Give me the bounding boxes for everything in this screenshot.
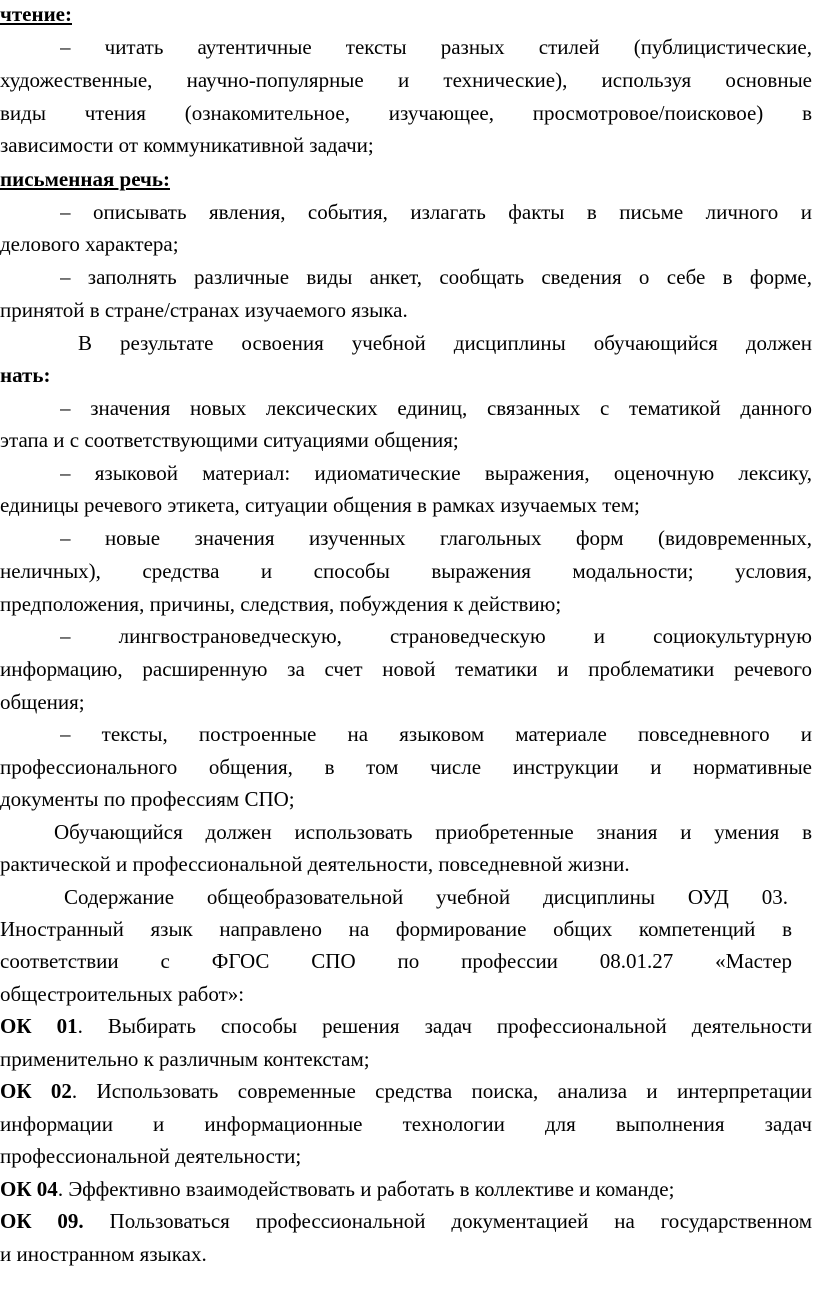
writing-line-1: – описывать явления, события, излагать факты в письме личного и (60, 200, 812, 224)
ok09-line-1 (0, 1208, 812, 1234)
know-line-8: – лингвострановедческую, страноведческую и социокультурную (60, 624, 812, 648)
ok01-line-1 (0, 1013, 812, 1039)
ok02-line-3: профессиональной деятельности; (0, 1144, 302, 1168)
content-line-3: соответствии с ФГОС СПО по профессии 08.01.27 «Мастер (0, 949, 792, 973)
ok09-text: Пользоваться профессиональной документацией на государственном (83, 1209, 812, 1233)
ok01-line-2: применительно к различным контекстам; (0, 1047, 370, 1071)
writing-line-2: делового характера; (0, 232, 179, 256)
know-line-7: предположения, причины, следствия, побуждения к действию; (0, 592, 562, 616)
ok02-line-2: информации и информационные технологии для выполнения задач (0, 1112, 812, 1136)
know-line-1: – значения новых лексических единиц, связанных с тематикой данного (60, 396, 812, 420)
know-line-3: – языковой материал: идиоматические выражения, оценочную лексику, (60, 461, 812, 485)
know-line-9: информацию, расширенную за счет новой тематики и проблематики речевого (0, 657, 812, 681)
ok01-code: ОК 01 (0, 1014, 78, 1038)
content-line-1: Содержание общеобразовательной учебной дисциплины ОУД 03. (64, 885, 788, 909)
know-line-13: документы по профессиям СПО; (0, 787, 295, 811)
reading-line-1: – читать аутентичные тексты разных стилей (публицистические, (60, 35, 812, 59)
usage-line-2: рактической и профессиональной деятельности, повседневной жизни. (0, 852, 630, 876)
reading-line-2: художественные, научно-популярные и технические), используя основные (0, 68, 812, 92)
ok02-line-1 (0, 1078, 812, 1104)
heading-writing: письменная речь: (0, 167, 170, 191)
ok04-text: . Эффективно взаимодействовать и работать в коллективе и команде; (57, 1177, 675, 1201)
know-line-5: – новые значения изученных глагольных форм (видовременных, (60, 526, 812, 550)
ok02-code: ОК 02 (0, 1079, 72, 1103)
heading-know: нать: (0, 363, 51, 387)
writing-line-4: принятой в стране/странах изучаемого языка. (0, 298, 408, 322)
ok04-code: ОК 04 (0, 1177, 58, 1201)
reading-line-4: зависимости от коммуникативной задачи; (0, 133, 374, 157)
ok04-line-1 (0, 1176, 816, 1202)
know-line-10: общения; (0, 690, 85, 714)
ok02-text: . Использовать современные средства поиска, анализа и интерпретации (71, 1079, 812, 1103)
ok01-text: . Выбирать способы решения задач профессиональной деятельности (77, 1014, 812, 1038)
ok09-line-2: и иностранном языках. (0, 1242, 207, 1266)
content-line-2: Иностранный язык направлено на формирование общих компетенций в (0, 917, 792, 941)
know-line-11: – тексты, построенные на языковом материале повседневного и (60, 722, 812, 746)
writing-line-3: – заполнять различные виды анкет, сообщать сведения о себе в форме, (60, 265, 812, 289)
know-line-12: профессионального общения, в том числе инструкции и нормативные (0, 755, 812, 779)
ok09-code: ОК 09. (0, 1209, 84, 1233)
usage-line-1: Обучающийся должен использовать приобретенные знания и умения в (54, 820, 812, 844)
heading-reading: чтение: (0, 2, 72, 26)
know-line-2: этапа и с соответствующими ситуациями общения; (0, 428, 459, 452)
result-intro: В результате освоения учебной дисциплины обучающийся должен (78, 331, 812, 355)
reading-line-3: виды чтения (ознакомительное, изучающее, просмотровое/поисковое) в (0, 101, 812, 125)
content-line-4: общестроительных работ»: (0, 982, 245, 1006)
know-line-4: единицы речевого этикета, ситуации общения в рамках изучаемых тем; (0, 493, 640, 517)
know-line-6: неличных), средства и способы выражения модальности; условия, (0, 559, 812, 583)
